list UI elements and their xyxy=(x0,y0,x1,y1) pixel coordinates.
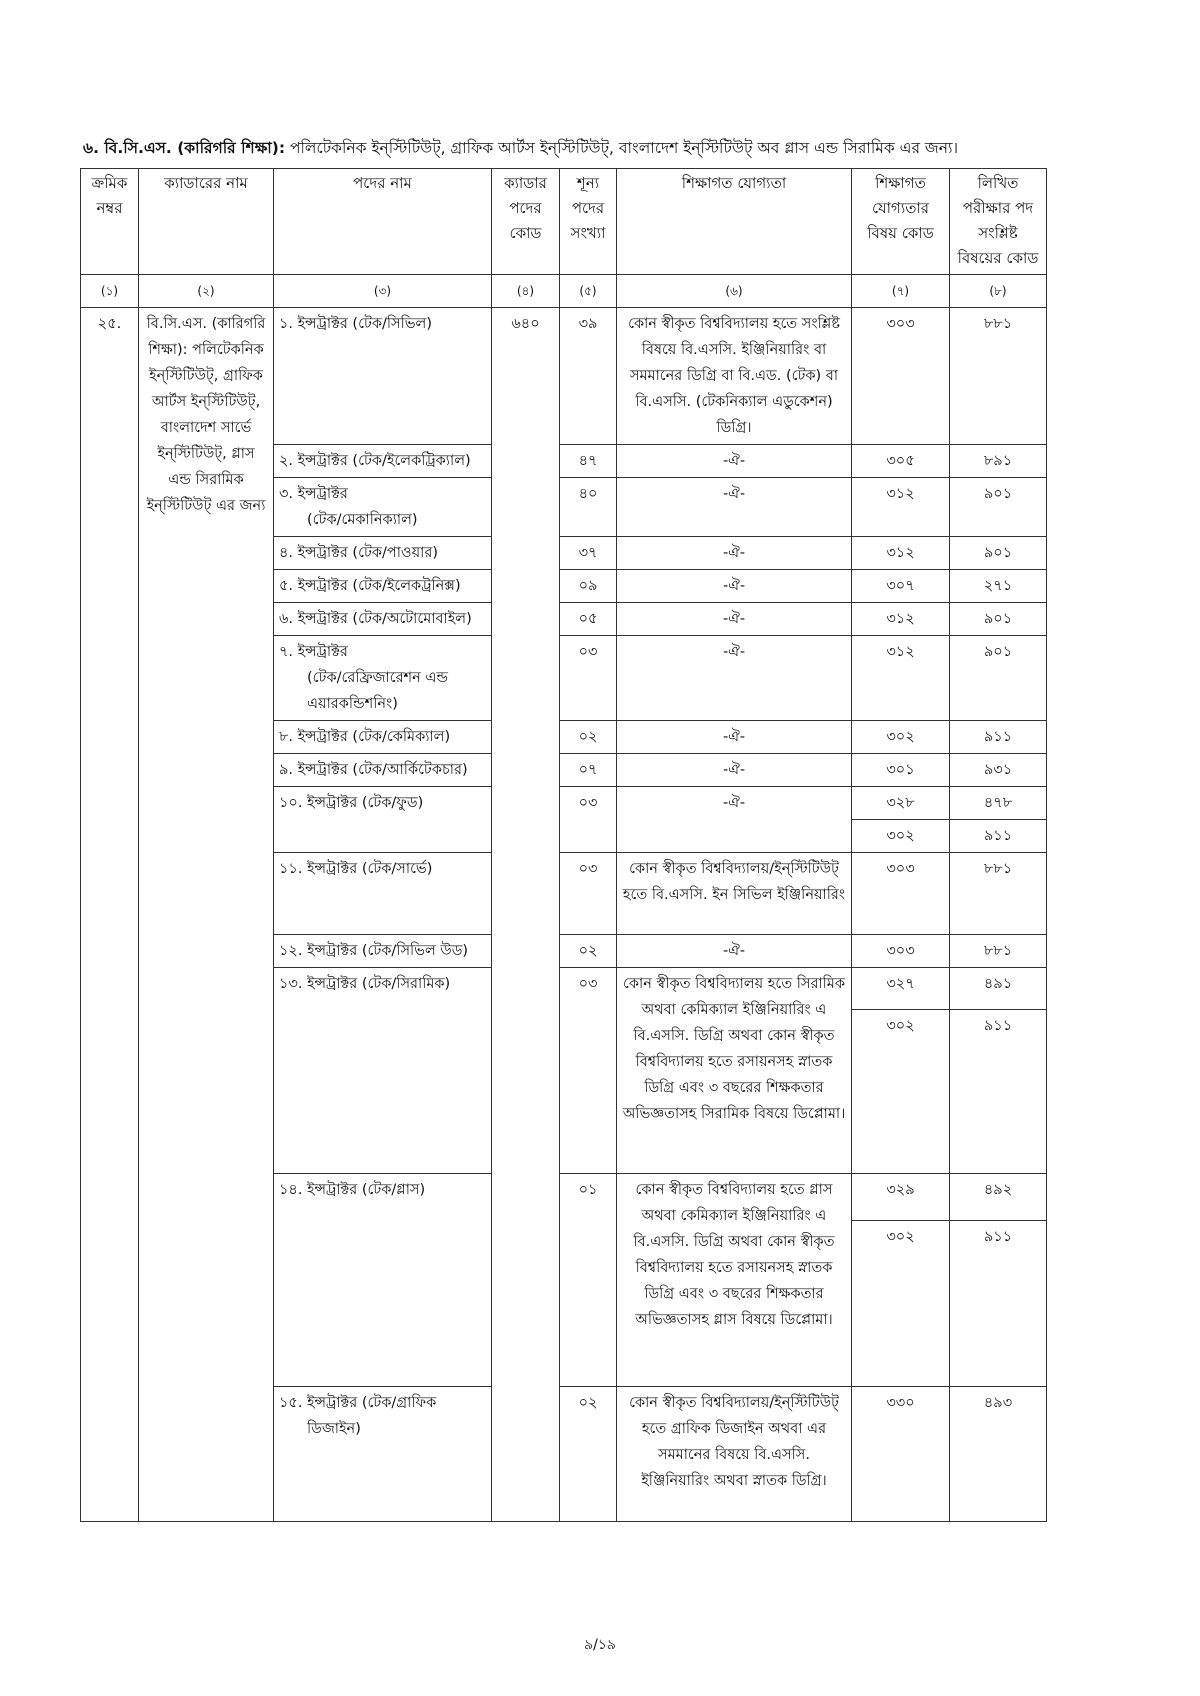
subject-code: ৩১২ xyxy=(852,478,950,537)
header-cadre-name: ক্যাডারের নাম xyxy=(139,169,274,275)
header-exam-code: লিখিত পরীক্ষার পদ সংশ্লিষ্ট বিষয়ের কোড xyxy=(950,169,1047,275)
post-name xyxy=(274,636,492,721)
exam-code: ৯১১ xyxy=(950,1221,1047,1387)
exam-code: ৯০১ xyxy=(950,636,1047,721)
subject-code: ৩০২ xyxy=(852,1221,950,1387)
exam-code: ৮৮১ xyxy=(950,308,1047,445)
col-number: (৩) xyxy=(274,275,492,308)
exam-code: ৮৮১ xyxy=(950,853,1047,935)
vacancy-count: ০৫ xyxy=(560,603,617,636)
exam-code: ৯৩১ xyxy=(950,754,1047,787)
exam-code: ৯০১ xyxy=(950,537,1047,570)
post-name: ১০. ইন্সট্রাক্টর (টেক/ফুড) xyxy=(274,787,492,853)
col-number: (২) xyxy=(139,275,274,308)
post-name-text: ১. ইন্সট্রাক্টর (টেক/সিভিল) xyxy=(279,316,433,332)
vacancy-count: ০২ xyxy=(560,721,617,754)
vacancy-count: ০৩ xyxy=(560,968,617,1174)
vacancy-count: ০১ xyxy=(560,1174,617,1387)
subject-code: ৩০২ xyxy=(852,820,950,853)
post-name-continuation: (টেক/মেকানিক্যাল) xyxy=(307,512,418,528)
vacancy-count: ৩৭ xyxy=(560,537,617,570)
post-name: ১২. ইন্সট্রাক্টর (টেক/সিভিল উড) xyxy=(274,935,492,968)
header-serial: ক্রমিক নম্বর xyxy=(81,169,139,275)
post-name: ৯. ইন্সট্রাক্টর (টেক/আর্কিটেকচার) xyxy=(274,754,492,787)
qualification: -ঐ- xyxy=(617,537,852,570)
subject-code: ৩২৯ xyxy=(852,1174,950,1221)
qualification: -ঐ- xyxy=(617,603,852,636)
qualification: -ঐ- xyxy=(617,636,852,721)
post-name: ১১. ইন্সট্রাক্টর (টেক/সার্ভে) xyxy=(274,853,492,935)
vacancy-count: ৪৭ xyxy=(560,445,617,478)
post-name: ২. ইন্সট্রাক্টর (টেক/ইলেকট্রিক্যাল) xyxy=(274,445,492,478)
vacancy-count: ০৯ xyxy=(560,570,617,603)
vacancy-count: ০৭ xyxy=(560,754,617,787)
post-name-continuation: (টেক/রেফ্রিজারেশন এন্ড এয়ারকন্ডিশনিং) xyxy=(307,670,448,712)
exam-code: ৪৯২ xyxy=(950,1174,1047,1221)
post-name: ৬. ইন্সট্রাক্টর (টেক/অটোমোবাইল) xyxy=(274,603,492,636)
post-name xyxy=(274,478,492,537)
qualification: কোন স্বীকৃত বিশ্ববিদ্যালয় হতে সিরামিক অথবা কেমিক্যাল ইঞ্জিনিয়ারিং এ বি.এসসি. ডিগ্রি অথবা কোন স্বীকৃত বিশ্ববিদ্যালয় হতে রসায়নসহ স্নাতক ডিগ্রি এবং ৩ বছরের শিক্ষকতার অভিজ্ঞতাসহ সিরামিক বিষয়ে ডিপ্লোমা। xyxy=(617,968,852,1174)
col-number: (৭) xyxy=(852,275,950,308)
exam-code: ৪৯১ xyxy=(950,968,1047,1010)
qualification: -ঐ- xyxy=(617,754,852,787)
column-number-row xyxy=(81,275,1047,308)
post-name-continuation: ডিজাইন) xyxy=(307,1421,361,1437)
page-number: ৯/১৯ xyxy=(584,1637,616,1653)
vacancy-table xyxy=(80,168,1047,1522)
exam-code: ৪৭৮ xyxy=(950,787,1047,820)
vacancy-count: ০২ xyxy=(560,935,617,968)
subject-code: ৩৩০ xyxy=(852,1387,950,1522)
qualification: -ঐ- xyxy=(617,721,852,754)
header-row xyxy=(81,169,1047,275)
vacancy-count: ০৩ xyxy=(560,787,617,853)
col-number: (৫) xyxy=(560,275,617,308)
vacancy-count: ০৩ xyxy=(560,636,617,721)
subject-code: ৩০৭ xyxy=(852,570,950,603)
col-number: (৪) xyxy=(492,275,560,308)
section-heading-text: পলিটেকনিক ইন্‌স্টিটিউট্‌, গ্রাফিক আর্টস ইন্‌স্টিটিউট্‌, বাংলাদেশ ইন্‌স্টিটিউট্‌ অব গ্লাস এন্ড সিরামিক এর জন্য। xyxy=(285,139,959,157)
post-name-text: ৩. ইন্সট্রাক্টর xyxy=(279,486,348,502)
exam-code: ২৭১ xyxy=(950,570,1047,603)
exam-code: ৪৯৩ xyxy=(950,1387,1047,1522)
col-number: (১) xyxy=(81,275,139,308)
header-vacancies: শূন্য পদের সংখ্যা xyxy=(560,169,617,275)
vacancy-count: ৩৯ xyxy=(560,308,617,445)
subject-code: ৩০২ xyxy=(852,1010,950,1174)
col-number: (৬) xyxy=(617,275,852,308)
post-name xyxy=(274,1387,492,1522)
exam-code: ৮৯১ xyxy=(950,445,1047,478)
qualification: -ঐ- xyxy=(617,570,852,603)
cadre-code: ৬৪০ xyxy=(492,308,560,1522)
post-name: ৮. ইন্সট্রাক্টর (টেক/কেমিক্যাল) xyxy=(274,721,492,754)
post-name: ৪. ইন্সট্রাক্টর (টেক/পাওয়ার) xyxy=(274,537,492,570)
header-subject-code: শিক্ষাগত যোগ্যতার বিষয় কোড xyxy=(852,169,950,275)
subject-code: ৩০৩ xyxy=(852,853,950,935)
cadre-name: বি.সি.এস. (কারিগরি শিক্ষা): পলিটেকনিক ইন্‌স্টিটিউট্‌, গ্রাফিক আর্টস ইন্‌স্টিটিউট্‌, বাংলাদেশ সার্ভে ইন্‌স্টিটিউট্‌, গ্লাস এন্ড সিরামিক ইন্‌স্টিটিউট্‌ এর জন্য xyxy=(139,308,274,1522)
subject-code: ৩০৫ xyxy=(852,445,950,478)
post-name: ১৪. ইন্সট্রাক্টর (টেক/গ্লাস) xyxy=(274,1174,492,1387)
subject-code: ৩০২ xyxy=(852,721,950,754)
qualification: কোন স্বীকৃত বিশ্ববিদ্যালয়/ইন্‌স্টিটিউট্‌ হতে বি.এসসি. ইন সিভিল ইঞ্জিনিয়ারিং xyxy=(617,853,852,935)
header-cadre-code: ক্যাডার পদের কোড xyxy=(492,169,560,275)
post-name-text: ১৫. ইন্সট্রাক্টর (টেক/গ্রাফিক xyxy=(279,1395,437,1411)
qualification: -ঐ- xyxy=(617,787,852,853)
subject-code: ৩১২ xyxy=(852,603,950,636)
section-heading xyxy=(83,136,1123,162)
vacancy-count: ০২ xyxy=(560,1387,617,1522)
subject-code: ৩১২ xyxy=(852,636,950,721)
subject-code: ৩০১ xyxy=(852,754,950,787)
subject-code: ৩০৩ xyxy=(852,935,950,968)
header-post-name: পদের নাম xyxy=(274,169,492,275)
col-number: (৮) xyxy=(950,275,1047,308)
qualification: -ঐ- xyxy=(617,935,852,968)
table-row xyxy=(81,308,1047,445)
exam-code: ৯০১ xyxy=(950,478,1047,537)
vacancy-count: ০৩ xyxy=(560,853,617,935)
qualification: কোন স্বীকৃত বিশ্ববিদ্যালয় হতে সংশ্লিষ্ট বিষয়ে বি.এসসি. ইঞ্জিনিয়ারিং বা সমমানের ডিগ্রি বা বি.এড. (টেক) বা বি.এসসি. (টেকনিক্যাল এডুকেশন) ডিগ্রি। xyxy=(617,308,852,445)
header-qualification: শিক্ষাগত যোগ্যতা xyxy=(617,169,852,275)
post-name xyxy=(274,308,492,445)
qualification: -ঐ- xyxy=(617,445,852,478)
serial-number: ২৫. xyxy=(81,308,139,1522)
exam-code: ৮৮১ xyxy=(950,935,1047,968)
exam-code: ৯১১ xyxy=(950,820,1047,853)
post-name: ৫. ইন্সট্রাক্টর (টেক/ইলেকট্রনিক্স) xyxy=(274,570,492,603)
subject-code: ৩২৮ xyxy=(852,787,950,820)
exam-code: ৯০১ xyxy=(950,603,1047,636)
qualification: কোন স্বীকৃত বিশ্ববিদ্যালয় হতে গ্লাস অথবা কেমিক্যাল ইঞ্জিনিয়ারিং এ বি.এসসি. ডিগ্রি অথবা কোন স্বীকৃত বিশ্ববিদ্যালয় হতে রসায়নসহ স্নাতক ডিগ্রি এবং ৩ বছরের শিক্ষকতার অভিজ্ঞতাসহ গ্লাস বিষয়ে ডিপ্লোমা। xyxy=(617,1174,852,1387)
post-name: ১৩. ইন্সট্রাক্টর (টেক/সিরামিক) xyxy=(274,968,492,1174)
exam-code: ৯১১ xyxy=(950,1010,1047,1174)
qualification: কোন স্বীকৃত বিশ্ববিদ্যালয়/ইন্‌স্টিটিউট্‌ হতে গ্রাফিক ডিজাইন অথবা এর সমমানের বিষয়ে বি.এসসি. ইঞ্জিনিয়ারিং অথবা স্নাতক ডিগ্রি। xyxy=(617,1387,852,1522)
vacancy-count: ৪০ xyxy=(560,478,617,537)
subject-code: ৩০৩ xyxy=(852,308,950,445)
post-name-text: ৭. ইন্সট্রাক্টর xyxy=(279,644,348,660)
section-heading-bold: ৬. বি.সি.এস. (কারিগরি শিক্ষা): xyxy=(83,139,286,157)
qualification: -ঐ- xyxy=(617,478,852,537)
subject-code: ৩২৭ xyxy=(852,968,950,1010)
exam-code: ৯১১ xyxy=(950,721,1047,754)
subject-code: ৩১২ xyxy=(852,537,950,570)
